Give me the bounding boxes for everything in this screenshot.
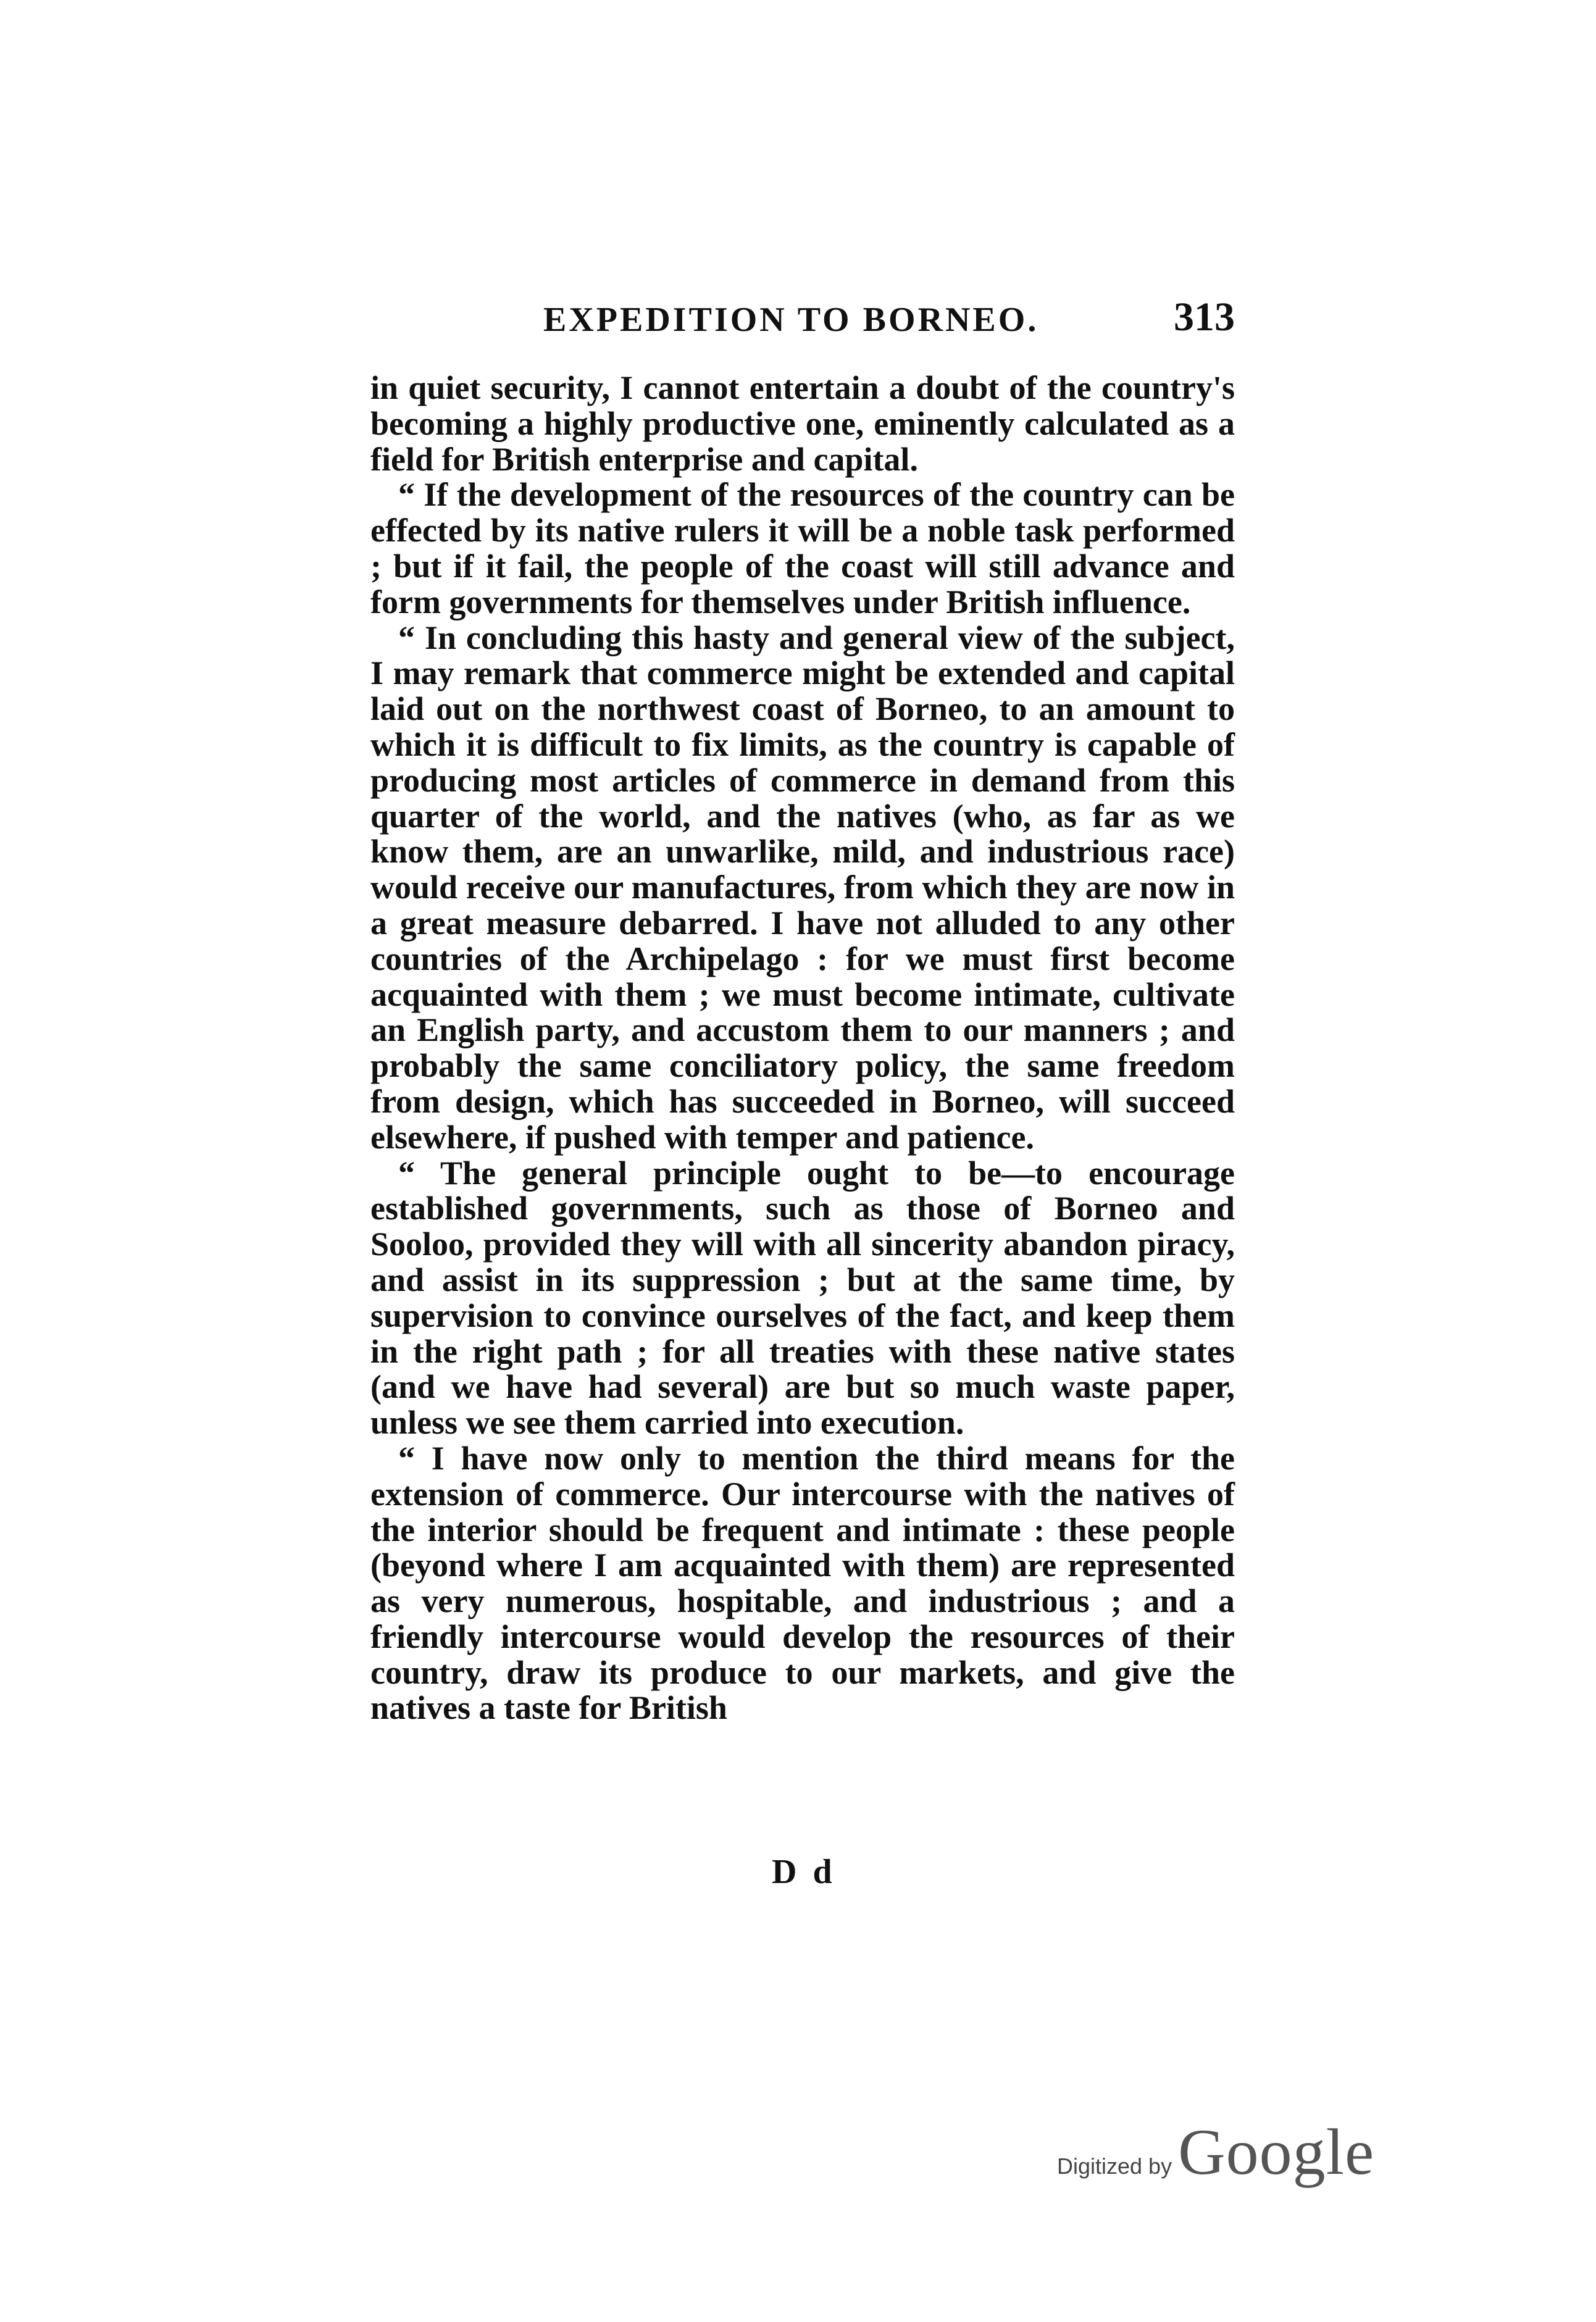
google-logo: Google xyxy=(1178,2116,1375,2188)
paragraph: “ I have now only to mention the third means for the extension of commerce. Our intercourse with the natives of the interior should be frequent and intimate : these people (beyond where I am acquainted with them) are represented as very numerous, hospitable, and industrious ; and a friendly intercourse would develop the resources of their country, draw its produce to our markets, and give the natives a taste for British xyxy=(370,1439,1235,1727)
paragraph: “ The general principle ought to be—to encourage established governments, such as those of Borneo and Sooloo, provided they will with all sincerity abandon piracy, and assist in its suppression ; but at the same time, by supervision to convince ourselves of the fact, and keep them in the right path ; for all treaties with these native states (and we have had several) are but so much waste paper, unless we see them carried into execution. xyxy=(370,1154,1235,1442)
running-title: EXPEDITION TO BORNEO. xyxy=(543,301,1039,339)
signature-mark: D d xyxy=(772,1853,836,1891)
paragraph: “ If the development of the resources of the country can be effected by its native rulers it will be a noble task performed ; but if it fail, the people of the coast will still advance and form governments for themselves under British influence. xyxy=(370,476,1235,620)
digitized-watermark xyxy=(1057,2115,1374,2190)
paragraph: “ In concluding this hasty and general view of the subject, I may remark that commerce might be extended and capital laid out on the northwest coast of Borneo, to an amount to which it is difficult to fix limits, as the country is capable of producing most articles of commerce in demand from this quarter of the world, and the natives (who, as far as we know them, are an unwarlike, mild, and industrious race) would receive our manufactures, from which they are now in a great measure debarred. I have not alluded to any other countries of the Archipelago : for we must first become acquainted with them ; we must become intimate, cultivate an English party, and accustom them to our manners ; and probably the same conciliatory policy, the same freedom from design, which has succeeded in Borneo, will succeed elsewhere, if pushed with temper and patience. xyxy=(370,619,1235,1156)
body-text xyxy=(370,370,1235,1726)
paragraph: in quiet security, I cannot entertain a doubt of the country's becoming a highly productive one, eminently calculated as a field for British enterprise and capital. xyxy=(370,369,1235,478)
page-number: 313 xyxy=(1174,294,1235,340)
watermark-prefix: Digitized by xyxy=(1057,2153,1172,2179)
page-header xyxy=(377,289,1235,351)
